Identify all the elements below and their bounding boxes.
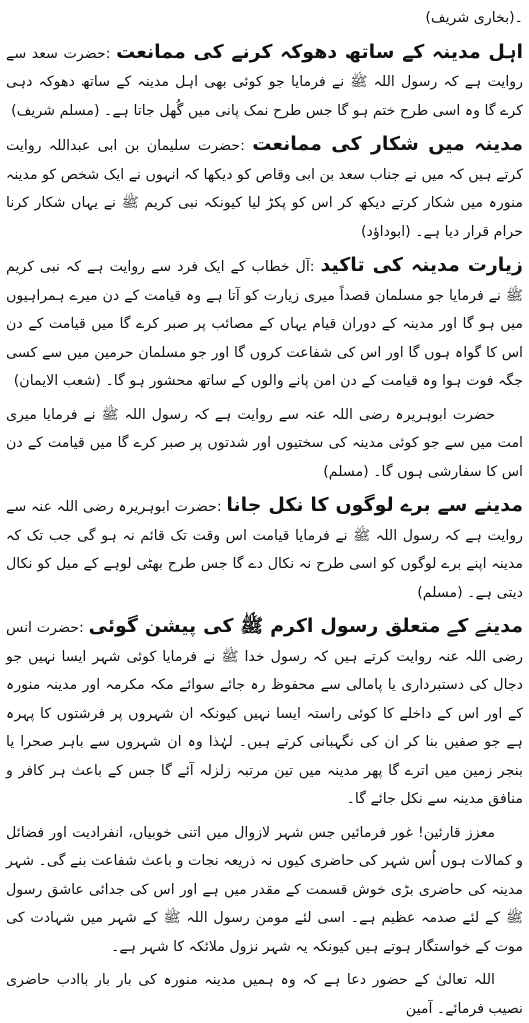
- section-heading-bad-people: مدینے سے برے لوگوں کا نکل جانا: [226, 494, 523, 516]
- section-heading-hunting: مدینہ میں شکار کی ممانعت: [252, 133, 523, 155]
- paragraph-hardships: [6, 401, 523, 487]
- paragraph-hunting: [6, 130, 523, 246]
- paragraph-readers: [6, 819, 523, 962]
- paragraph-dua: [6, 966, 523, 1023]
- citation: (ابوداؤد): [360, 223, 411, 240]
- paragraph-visit: [6, 251, 523, 396]
- paragraph-prophecy: [6, 612, 523, 814]
- paragraph-bukhari-cite: [6, 4, 523, 33]
- paragraph-text: :حضرت ابوہریرہ رضی اللہ عنہ سے روایت ہے کہ رسول اللہ ﷺ نے فرمایا قیامت اس وقت تک قائم نہ ہو گی جب تک کہ مدینہ اپنے برے لوگوں کو اسی طرح نہ نکال دے گا جس طرح بھٹی لوہے کے میل کو نکال دیتی ہے۔: [6, 499, 523, 601]
- citation: (مسلم شریف): [11, 102, 100, 119]
- section-heading-visit: زیارت مدینہ کی تاکید: [320, 254, 523, 276]
- paragraph-deceit: [6, 38, 523, 126]
- section-heading-prophecy: مدینے کے متعلق رسول اکرم ﷺ کی پیشن گوئی: [88, 615, 524, 637]
- paragraph-text: :حضرت سعد سے روایت ہے کہ رسول اللہ ﷺ نے فرمایا جو کوئی بھی اہل مدینہ کے ساتھ دھوکہ دہی کرے گا وہ اسی طرح ختم ہو گا جس طرح نمک پانی میں گُھل جاتا ہے۔: [6, 45, 523, 119]
- citation: ۔(بخاری شریف): [425, 10, 523, 26]
- citation: (مسلم): [323, 463, 369, 480]
- citation: (مسلم): [417, 584, 463, 601]
- paragraph-text: معزز قارئین! غور فرمائیں جس شہر لازوال میں اتنی خوبیاں، انفرادیت اور فضائل و کمالات ہوں اُس شہر کی حاضری کیوں نہ ذریعہ نجات و باعث شفاعت بنے گی۔ شہر مدینہ کی حاضری بڑی خوش قسمت کے مقدر میں ہے اور اس کی جدائی عاشق رسول ﷺ کے لئے صدمہ عظیم ہے۔ اسی لئے مومن رسول اللہ ﷺ کے شہر میں شہادت کی موت کے خواستگار ہوتے ہیں کیونکہ یہ شہر نزول ملائکہ کا شہر ہے۔: [6, 824, 523, 955]
- paragraph-text: :حضرت سلیمان بن ابی عبداللہ روایت کرتے ہیں کہ میں نے جناب سعد بن ابی وقاص کو دیکھا کہ انہوں نے ایک شخص کو مدینہ منورہ میں شکار کرتے دیکھ کر اس کو پکڑ لیا کیونکہ نبی کریم ﷺ نے یہاں شکار کرنا حرام قرار دیا ہے۔: [6, 138, 523, 240]
- paragraph-bad-people: [6, 491, 523, 607]
- paragraph-text: حضرت ابوہریرہ رضی اللہ عنہ سے روایت ہے کہ رسول اللہ ﷺ نے فرمایا میری امت میں سے جو کوئی مدینہ کی سختیوں اور شدتوں پر صبر کرے گا میں قیامت کے دن اس کا سفارشی ہوں گا۔: [6, 406, 523, 480]
- section-heading-deceit: اہل مدینہ کے ساتھ دھوکہ کرنے کی ممانعت: [116, 40, 524, 63]
- paragraph-text: :حضرت انس رضی اللہ عنہ روایت کرتے ہیں کہ رسول خدا ﷺ نے فرمایا کوئی شہر ایسا نہیں جو دجال کی دستبرداری یا پامالی سے محفوظ رہ جائے سوائے مکہ مکرمہ اور مدینہ منورہ کے اور اس کے داخلے کا کوئی راستہ ایسا نہیں کیونکہ ان شہروں پر فرشتوں کا پہرہ ہے جو صفیں بنا کر ان کی نگہبانی کرتے ہیں۔ لہٰذا وہ ان شہروں سے باہر صحرا یا بنجر زمین میں اترے گا پھر مدینہ میں تین مرتبہ زلزلہ آئے گا جس کے باعث ہر کافر و منافق مدینہ سے نکل جائے گا۔: [6, 620, 523, 807]
- paragraph-text: اللہ تعالیٰ کے حضور دعا ہے کہ وہ ہمیں مدینہ منورہ کی بار بار باادب حاضری نصیب فرمائے۔ آمین: [6, 972, 523, 1017]
- citation: (شعب الایمان): [13, 373, 101, 389]
- paragraph-text: :آل خطاب کے ایک فرد سے روایت ہے کہ نبی کریم ﷺ نے فرمایا جو مسلمان قصداً میری زیارت کو آتا ہے وہ قیامت کے دن میرے ہمراہیوں میں ہو گا اور مدینہ کے دوران قیام یہاں کے مصائب پر صبر کرے گا میں قیامت کے دن اس کا گواہ ہوں گا اور اس کی شفاعت کروں گا اور جو مسلمان حرمین میں سے کسی جگہ فوت ہوا وہ قیامت کے دن امن پانے والوں کے ساتھ محشور ہو گا۔: [6, 259, 523, 389]
